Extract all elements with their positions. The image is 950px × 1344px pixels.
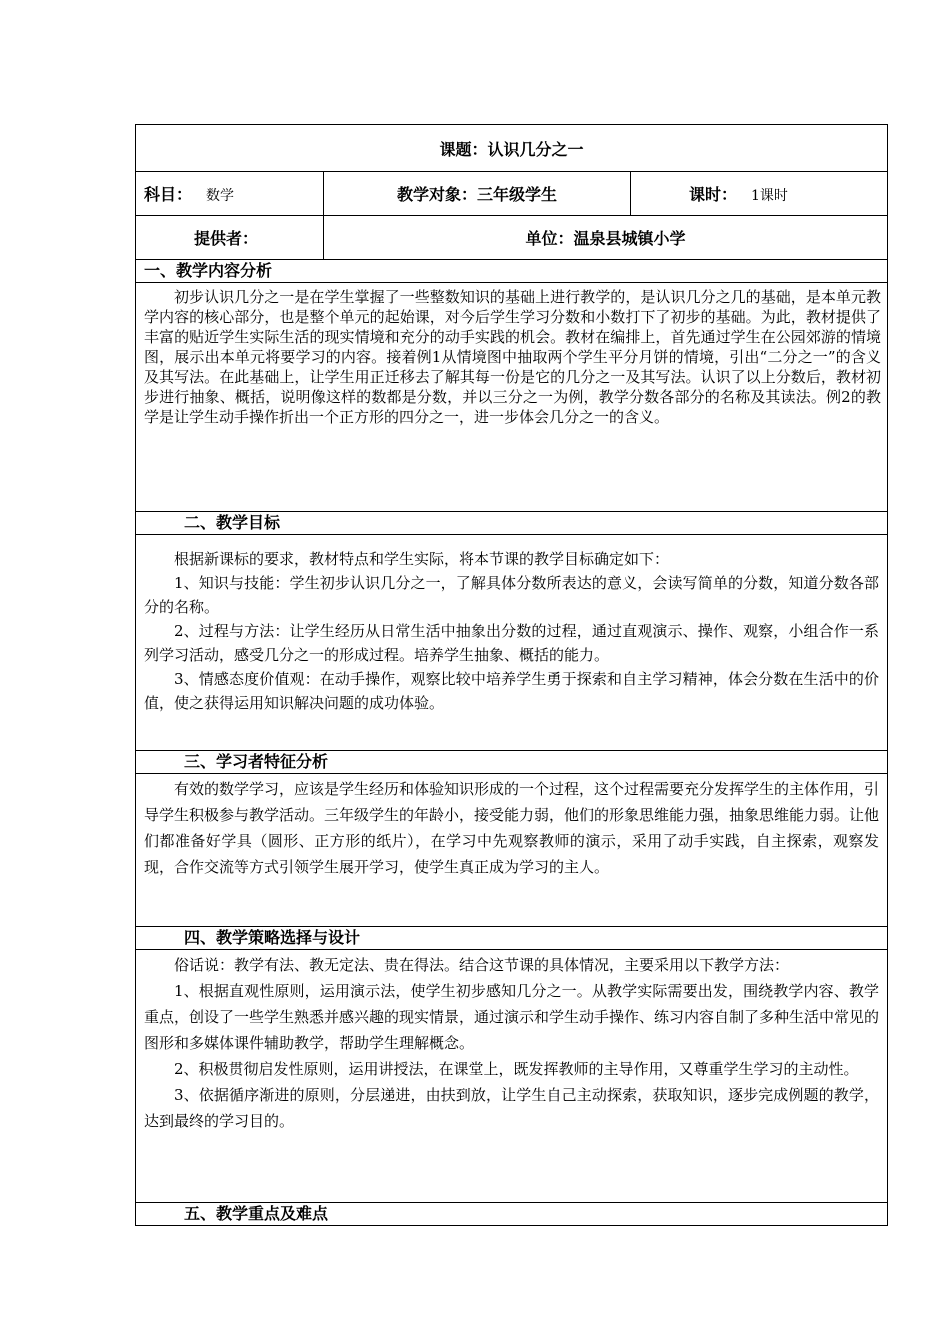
- period-cell: [631, 172, 888, 216]
- section-body-row: [136, 774, 888, 927]
- subject-value: 数学: [206, 188, 235, 204]
- section-body-row: [136, 283, 888, 512]
- paragraph: 初步认识几分之一是在学生掌握了一些整数知识的基础上进行教学的，是认识几分之几的基础，是本单元教学内容的核心部分，也是整个单元的起始课，对今后学生学习分数和小数打下了初步的基础。为此，教材提供了丰富的贴近学生实际生活的现实情境和充分的动手实践的机会。教材在编排上，首先通过学生在公园郊游的情境图，展示出本单元将要学习的内容。接着例1从情境图中抽取两个学生平分月饼的情境，引出“二分之一”的含义及其写法。在此基础上，让学生用正迁移去了解其每一份是它的几分之一及其写法。认识了以上分数后，教材初步进行抽象、概括，说明像这样的数都是分数，并以三分之一为例，教学分数各部分的名称及其读法。例2的教学是让学生动手操作折出一个正方形的四分之一，进一步体会几分之一的含义。: [144, 288, 882, 426]
- section-heading-row: [136, 512, 888, 535]
- paragraph: 3、依据循序渐进的原则，分层递进，由扶到放，让学生自己主动探索，获取知识，逐步完成例题的教学，达到最终的学习目的。: [144, 1086, 880, 1130]
- period-value: 1课时: [751, 188, 788, 204]
- section-heading: 二、教学目标: [184, 513, 281, 532]
- section-heading: 四、教学策略选择与设计: [184, 928, 361, 947]
- subject-cell: [136, 172, 324, 216]
- section-heading: 五、教学重点及难点: [184, 1204, 329, 1223]
- paragraph: 根据新课标的要求，教材特点和学生实际，将本节课的教学目标确定如下：: [174, 550, 670, 568]
- section-heading-row: [136, 260, 888, 283]
- paragraph: 1、根据直观性原则，运用演示法，使学生初步感知几分之一。从教学实际需要出发，围绕教学内容、教学重点，创设了一些学生熟悉并感兴趣的现实情景，通过演示和学生动手操作、练习内容自制了多种生活中常见的图形和多媒体课件辅助教学，帮助学生理解概念。: [144, 982, 880, 1052]
- lesson-plan-table: [135, 124, 888, 1226]
- section-heading-row: [136, 1203, 888, 1226]
- section-body-row: [136, 950, 888, 1203]
- section-body-row: [136, 535, 888, 751]
- section-heading: 一、教学内容分析: [144, 261, 273, 280]
- provider-row: [136, 216, 888, 260]
- paragraph: 1、知识与技能：学生初步认识几分之一，了解具体分数所表达的意义，会读写简单的分数，知道分数各部分的名称。: [144, 574, 880, 616]
- section-heading-row: [136, 751, 888, 774]
- paragraph: 3、情感态度价值观：在动手操作，观察比较中培养学生勇于探索和自主学习精神，体会分数在生活中的价值，使之获得运用知识解决问题的成功体验。: [144, 670, 880, 712]
- paragraph: 俗话说：教学有法、教无定法、贵在得法。结合这节课的具体情况，主要采用以下教学方法：: [174, 956, 790, 974]
- provider-label: 提供者：: [136, 216, 324, 260]
- target-cell: 教学对象：三年级学生: [324, 172, 631, 216]
- paragraph: 有效的数学学习，应该是学生经历和体验知识形成的一个过程，这个过程需要充分发挥学生的主体作用，引导学生积极参与教学活动。三年级学生的年龄小，接受能力弱，他们的形象思维能力强，抽象思维能力弱。让他们都准备好学具（圆形、正方形的纸片），在学习中先观察教师的演示，采用了动手实践，自主探索，观察发现，合作交流等方式引领学生展开学习，使学生真正成为学习的主人。: [144, 780, 880, 876]
- lesson-title: 课题：认识几分之一: [136, 125, 888, 172]
- section-heading-row: [136, 927, 888, 950]
- subject-label: 科目：: [144, 185, 193, 204]
- paragraph: 2、积极贯彻启发性原则，运用讲授法，在课堂上，既发挥教师的主导作用，又尊重学生学习的主动性。: [174, 1060, 859, 1078]
- period-label: 课时：: [689, 185, 738, 204]
- title-row: [136, 125, 888, 172]
- unit-cell: 单位：温泉县城镇小学: [324, 216, 888, 260]
- paragraph: 2、过程与方法：让学生经历从日常生活中抽象出分数的过程，通过直观演示、操作、观察，小组合作一系列学习活动，感受几分之一的形成过程。培养学生抽象、概括的能力。: [144, 622, 880, 664]
- meta-row: [136, 172, 888, 216]
- section-heading: 三、学习者特征分析: [184, 752, 329, 771]
